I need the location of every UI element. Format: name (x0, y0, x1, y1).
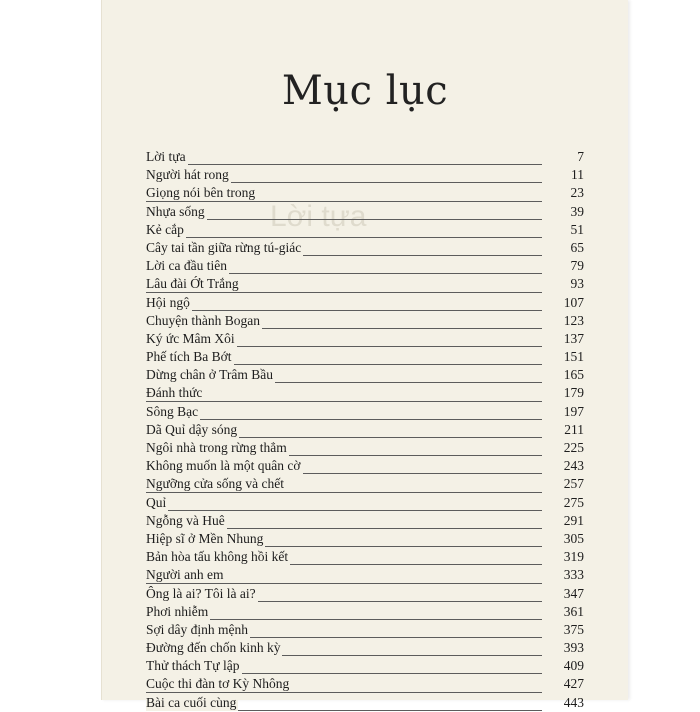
toc-entry (146, 330, 584, 348)
toc-entry (146, 239, 584, 257)
leader-line (146, 401, 542, 402)
leader-line (146, 310, 542, 311)
toc-entry-page-number: 65 (570, 239, 584, 255)
toc-entry (146, 439, 584, 457)
toc-entry (146, 566, 584, 584)
toc-entry-page-number: 211 (564, 421, 584, 437)
toc-entry-page-number: 179 (563, 385, 584, 401)
toc-entry-page-number: 427 (563, 676, 584, 692)
toc-entry-title: Ngôi nhà trong rừng thẳm (146, 440, 287, 455)
toc-entry-title: Hội ngộ (146, 294, 190, 310)
toc-entry-page-number: 393 (563, 640, 584, 656)
toc-entry-page-number: 151 (563, 349, 584, 365)
toc-entry-page-number: 361 (563, 603, 584, 619)
toc-entry-title: Sông Bạc (146, 403, 199, 419)
toc-entry (146, 312, 584, 330)
toc-entry (146, 457, 584, 475)
toc-entry-page-number: 165 (563, 367, 584, 383)
toc-entry (146, 221, 584, 239)
toc-entry (146, 530, 584, 548)
toc-entry-page-number: 225 (563, 440, 584, 455)
toc-entry-page-number: 291 (563, 512, 584, 528)
bleed-through-heading: Lời tựa (270, 200, 367, 233)
toc-entry (146, 366, 584, 384)
toc-entry-title: Phế tích Ba Bớt (146, 349, 232, 365)
toc-entry-page-number: 257 (563, 476, 584, 492)
toc-entry (146, 621, 584, 639)
leader-line (146, 510, 542, 511)
toc-entry-title: Ông là ai? Tôi là ai? (146, 585, 256, 601)
toc-entry-title: Thử thách Tự lập (146, 658, 240, 674)
toc-entry-title: Hiệp sĩ ở Mền Nhung (146, 530, 264, 546)
toc-entry (146, 184, 584, 202)
toc-entry-title: Không muốn là một quân cờ (146, 458, 301, 474)
toc-entry (146, 421, 584, 439)
leader-line (146, 164, 542, 165)
toc-entry-page-number: 93 (570, 276, 584, 292)
leader-line (146, 237, 542, 238)
toc-entry (146, 548, 584, 566)
toc-entry (146, 603, 584, 621)
table-of-contents (146, 148, 584, 712)
toc-entry (146, 675, 584, 693)
toc-entry (146, 657, 584, 675)
toc-entry (146, 203, 584, 221)
toc-entry-page-number: 333 (563, 567, 584, 583)
toc-entry-title: Chuyện thành Bogan (146, 312, 260, 328)
toc-entry-page-number: 275 (563, 494, 584, 510)
toc-entry-page-number: 123 (563, 312, 584, 328)
leader-line (146, 419, 542, 420)
toc-entry-title: Sợi dây định mệnh (146, 621, 249, 637)
toc-entry-title: Nhựa sống (146, 203, 205, 219)
toc-entry-title: Người hát rong (146, 167, 229, 183)
toc-entry-page-number: 51 (570, 221, 584, 237)
toc-entry-title: Quỉ (146, 494, 167, 510)
toc-entry (146, 148, 584, 166)
toc-entry-title: Ngỗng và Huê (146, 512, 225, 528)
toc-entry (146, 348, 584, 366)
toc-entry (146, 475, 584, 493)
toc-entry-page-number: 347 (563, 585, 584, 601)
toc-entry (146, 585, 584, 603)
toc-entry-title: Kẻ cắp (146, 221, 184, 237)
toc-entry-title: Người anh em (146, 567, 224, 583)
toc-entry-title: Phơi nhiễm (146, 603, 209, 619)
toc-entry-title: Bản hòa tấu không hồi kết (146, 549, 289, 565)
toc-entry-title: Lời ca đầu tiên (146, 258, 227, 274)
toc-entry-page-number: 39 (570, 203, 584, 219)
toc-entry-title: Lâu đài Ớt Trắng (146, 276, 239, 292)
toc-entry (146, 494, 584, 512)
toc-entry (146, 384, 584, 402)
toc-entry-title: Bài ca cuối cùng (146, 694, 237, 710)
toc-entry-title: Dã Quỉ dậy sóng (146, 421, 238, 437)
toc-entry-page-number: 137 (563, 330, 584, 346)
toc-entry-title: Dừng chân ở Trâm Bầu (146, 367, 273, 383)
toc-entry (146, 639, 584, 657)
toc-entry-title: Ngưỡng cửa sống và chết (146, 476, 284, 492)
toc-entry-page-number: 7 (577, 149, 584, 164)
toc-entry-title: Cây tai tần giữa rừng tú-giác (146, 239, 302, 255)
toc-entry-page-number: 443 (563, 694, 584, 710)
toc-entry-page-number: 243 (563, 458, 584, 474)
toc-entry-page-number: 197 (563, 403, 584, 419)
toc-entry-title: Đường đến chốn kinh kỳ (146, 640, 281, 656)
toc-entry-page-number: 409 (563, 658, 584, 674)
toc-entry-page-number: 11 (571, 167, 584, 183)
toc-entry-page-number: 305 (563, 530, 584, 546)
toc-entry (146, 403, 584, 421)
toc-entry-title: Cuộc thi đàn tơ Kỳ Nhông (146, 676, 290, 692)
toc-entry-title: Giọng nói bên trong (146, 185, 256, 201)
book-page (101, 0, 628, 710)
toc-entry-page-number: 23 (570, 185, 584, 201)
toc-entry (146, 694, 584, 712)
toc-entry (146, 257, 584, 275)
toc-entry (146, 166, 584, 184)
toc-entry-title: Ký ức Mâm Xôi (146, 330, 235, 346)
toc-entry-page-number: 79 (570, 258, 584, 274)
toc-entry (146, 275, 584, 293)
toc-entry (146, 294, 584, 312)
page-title: Mục lục (281, 68, 449, 114)
toc-entry-title: Đánh thức (146, 385, 203, 401)
toc-entry-page-number: 319 (563, 549, 584, 565)
toc-entry-page-number: 375 (563, 621, 584, 637)
toc-entry-page-number: 107 (563, 294, 584, 310)
toc-entry (146, 512, 584, 530)
toc-entry-title: Lời tựa (146, 149, 186, 164)
